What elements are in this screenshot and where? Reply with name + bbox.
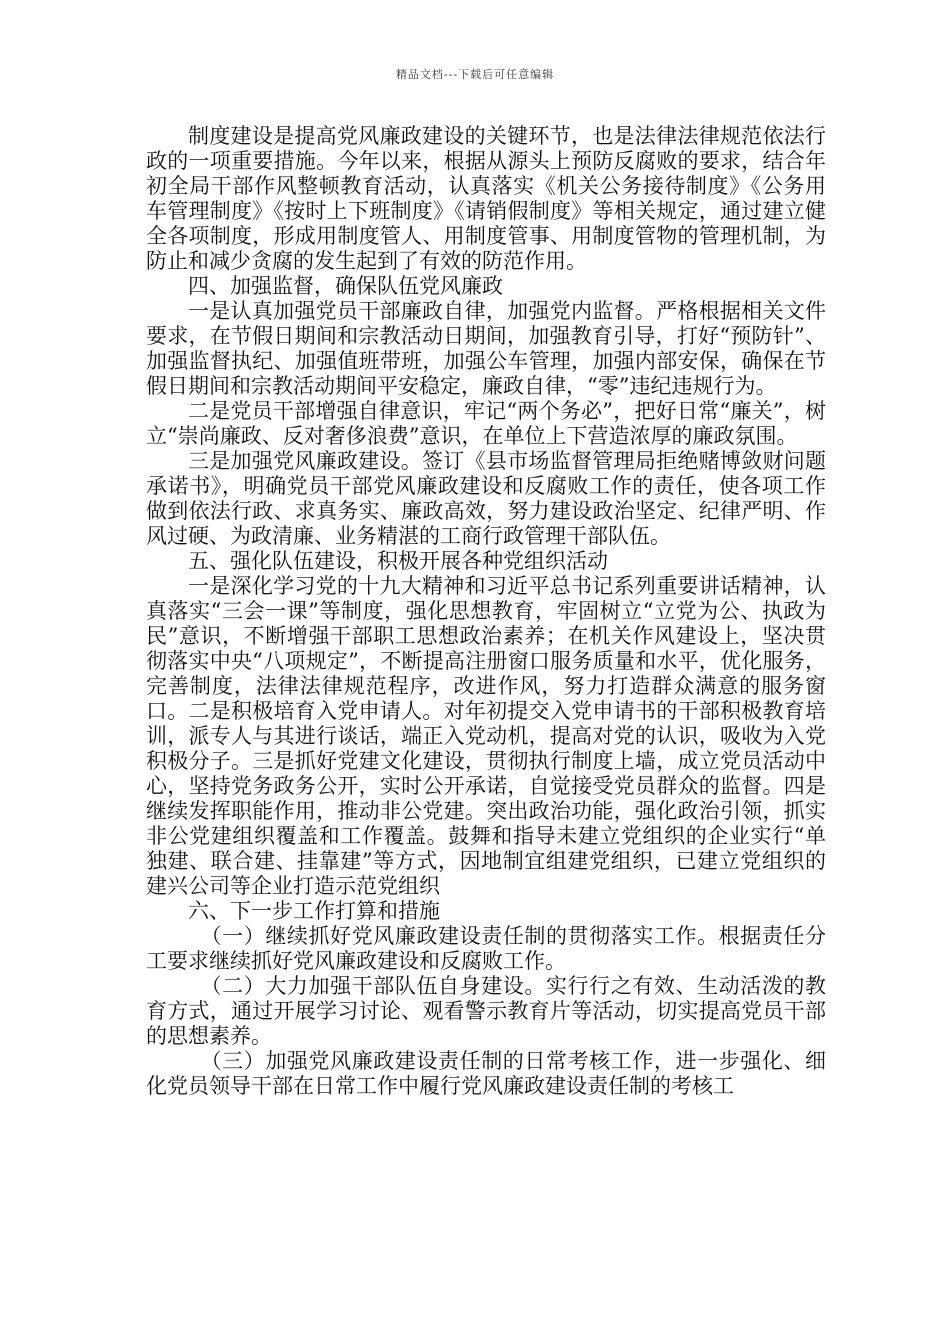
paragraph-plan-1: （一）继续抓好党风廉政建设责任制的贯彻落实工作。根据责任分工要求继续抓好党风廉政建设和反腐败工作。: [146, 924, 826, 973]
section-heading-4: 四、加强监督，确保队伍党风廉政: [188, 274, 503, 298]
paragraph-system-building: 制度建设是提高党风廉政建设的关键环节，也是法律法律规范依法行政的一项重要措施。今年以来，根据从源头上预防反腐败的要求，结合年初全局干部作风整顿教育活动，认真落实《机关公务接待制度》《公务用车管理制度》《按时上下班制度》《请销假制度》等相关规定，通过建立健全各项制度，形成用制度管人、用制度管事、用制度管物的管理机制，为防止和减少贪腐的发生起到了有效的防范作用。: [146, 124, 826, 273]
paragraph-supervision-1: 一是认真加强党员干部廉政自律，加强党内监督。严格根据相关文件要求，在节假日期间和宗教活动日期间，加强教育引导，打好“预防针”、加强监督执纪、加强值班带班，加强公车管理，加强内部安保，确保在节假日期间和宗教活动期间平安稳定，廉政自律，“零”违纪违规行为。: [146, 299, 826, 398]
section-heading-6: 六、下一步工作打算和措施: [188, 899, 440, 923]
paragraph-team-building: 一是深化学习党的十九大精神和习近平总书记系列重要讲话精神，认真落实“三会一课”等制度，强化思想教育，牢固树立“立党为公、执政为民”意识，不断增强干部职工思想政治素养；在机关作风建设上，坚决贯彻落实中央“八项规定”，不断提高注册窗口服务质量和水平，优化服务，完善制度，法律法律规范程序，改进作风，努力打造群众满意的服务窗口。二是积极培育入党申请人。对年初提交入党申请书的干部积极教育培训，派专人与其进行谈话，端正入党动机，提高对党的认识，吸收为入党积极分子。三是抓好党建文化建设，贯彻执行制度上墙，成立党员活动中心，坚持党务政务公开，实时公开承诺，自觉接受党员群众的监督。四是继续发挥职能作用，推动非公党建。突出政治功能，强化政治引领，抓实非公党建组织覆盖和工作覆盖。鼓舞和指导未建立党组织的企业实行“单独建、联合建、挂靠建”等方式，因地制宜组建党组织，已建立党组织的建兴公司等企业打造示范党组织: [146, 574, 826, 898]
paragraph-supervision-2: 二是党员干部增强自律意识，牢记“两个务必”，把好日常“廉关”，树立“崇尚廉政、反对奢侈浪费”意识，在单位上下营造浓厚的廉政氛围。: [146, 399, 826, 448]
document-body: [146, 124, 826, 1099]
section-heading-5: 五、强化队伍建设，积极开展各种党组织活动: [188, 549, 608, 573]
header-note: 精品文档---下载后可任意编辑: [395, 68, 555, 81]
paragraph-plan-3: （三）加强党风廉政建设责任制的日常考核工作，进一步强化、细化党员领导干部在日常工作中履行党风廉政建设责任制的考核工: [146, 1049, 826, 1098]
paragraph-plan-2: （二）大力加强干部队伍自身建设。实行行之有效、生动活泼的教育方式，通过开展学习讨论、观看警示教育片等活动，切实提高党员干部的思想素养。: [146, 974, 826, 1048]
paragraph-supervision-3: 三是加强党风廉政建设。签订《县市场监督管理局拒绝赌博敛财问题承诺书》，明确党员干部党风廉政建设和反腐败工作的责任，使各项工作做到依法行政、求真务实、廉政高效，努力建设政治坚定、纪律严明、作风过硬、为政清廉、业务精湛的工商行政管理干部队伍。: [146, 449, 826, 548]
